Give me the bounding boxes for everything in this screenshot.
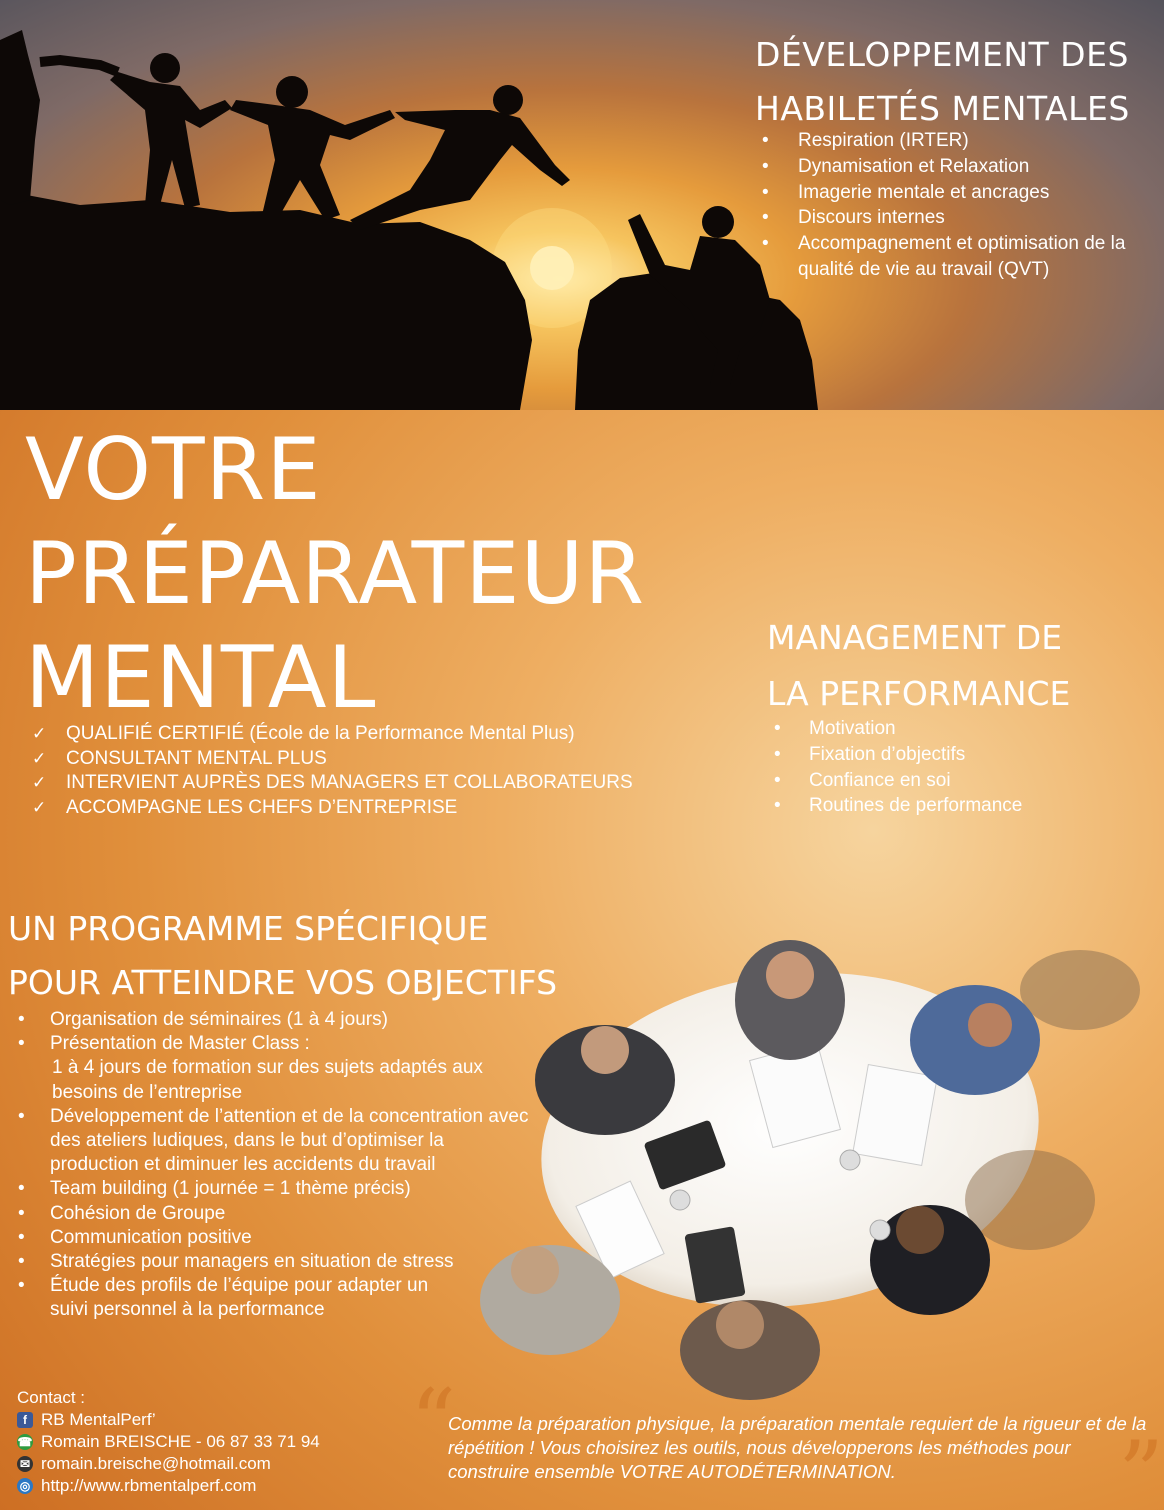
quote-text: Comme la préparation physique, la préparation mentale requiert de la rigueur et de la répétition ! Vous choisirez les outils, nous développerons les méthodes pour construire ensemble VOTRE AUTODÉTERMINATION. (448, 1413, 1147, 1482)
website-text: http://www.rbmentalperf.com (41, 1476, 257, 1495)
program-list (14, 1008, 534, 1323)
program-heading (8, 902, 557, 1010)
habiletes-mentales-heading (755, 28, 1130, 136)
title-line: MENTAL (25, 628, 377, 728)
list-item: • Discours internes (760, 205, 1160, 231)
qualification-item: ✓ CONSULTANT MENTAL PLUS (32, 747, 633, 772)
contact-block (17, 1387, 320, 1497)
list-item-text: Présentation de Master Class : (50, 1033, 310, 1055)
list-item: • Routines de performance (772, 793, 1022, 819)
list-item: • Cohésion de Groupe (14, 1202, 534, 1226)
contact-facebook[interactable] (17, 1409, 320, 1431)
list-item: • Motivation (772, 716, 1022, 742)
phone-text: Romain BREISCHE - 06 87 33 71 94 (41, 1432, 320, 1451)
heading-line: POUR ATTEINDRE VOS OBJECTIFS (8, 963, 558, 1002)
contact-phone[interactable] (17, 1431, 320, 1453)
list-item: • Respiration (IRTER) (760, 128, 1160, 154)
title-line: VOTRE (25, 420, 322, 520)
management-list (772, 716, 1022, 819)
habiletes-list (760, 128, 1160, 283)
list-item: • Imagerie mentale et ancrages (760, 180, 1160, 206)
list-item: • Dynamisation et Relaxation (760, 154, 1160, 180)
heading-line: HABILETÉS MENTALES (755, 89, 1130, 128)
quote-close-icon: ” (1118, 1422, 1164, 1510)
mail-icon: ✉ (17, 1456, 33, 1472)
email-text: romain.breische@hotmail.com (41, 1454, 271, 1473)
facebook-text: RB MentalPerf’ (41, 1410, 156, 1429)
list-item (14, 1032, 534, 1105)
contact-email[interactable] (17, 1453, 320, 1475)
qualification-item: ✓ QUALIFIÉ CERTIFIÉ (École de la Performance Mental Plus) (32, 722, 633, 747)
quote-open-icon: “ (410, 1370, 457, 1475)
list-item: • Stratégies pour managers en situation de stress (14, 1250, 534, 1274)
heading-line: UN PROGRAMME SPÉCIFIQUE (8, 909, 489, 948)
qualifications-list (32, 722, 633, 820)
hero-silhouette-image (0, 0, 1164, 410)
qualification-item: ✓ ACCOMPAGNE LES CHEFS D’ENTREPRISE (32, 796, 633, 821)
phone-icon: ☎ (17, 1435, 33, 1449)
list-item: • Communication positive (14, 1226, 534, 1250)
list-item: • Développement de l’attention et de la concentration avec des ateliers ludiques, dans le but d’optimiser la production et diminuer les accidents du travail (14, 1105, 530, 1178)
main-title (25, 418, 645, 730)
list-item: • Team building (1 journée = 1 thème précis) (14, 1177, 534, 1201)
heading-line: LA PERFORMANCE (767, 674, 1071, 713)
list-item: • Organisation de séminaires (1 à 4 jours) (14, 1008, 534, 1032)
title-line: PRÉPARATEUR (25, 524, 646, 624)
contact-website[interactable] (17, 1475, 320, 1497)
heading-line: DÉVELOPPEMENT DES (755, 35, 1129, 74)
list-item: • Confiance en soi (772, 768, 1022, 794)
facebook-icon: f (17, 1412, 33, 1428)
heading-line: MANAGEMENT DE (767, 618, 1063, 657)
management-heading (767, 610, 1070, 722)
globe-icon: ◎ (17, 1478, 33, 1494)
list-item: • Fixation d’objectifs (772, 742, 1022, 768)
list-item-subtext: 1 à 4 jours de formation sur des sujets adaptés aux besoins de l’entreprise (52, 1057, 483, 1103)
contact-label: Contact : (17, 1388, 86, 1407)
list-item: • Étude des profils de l’équipe pour adapter un suivi personnel à la performance (14, 1274, 470, 1322)
list-item: • Accompagnement et optimisation de la qualité de vie au travail (QVT) (760, 231, 1138, 283)
qualification-item: ✓ INTERVIENT AUPRÈS DES MANAGERS ET COLLABORATEURS (32, 771, 633, 796)
